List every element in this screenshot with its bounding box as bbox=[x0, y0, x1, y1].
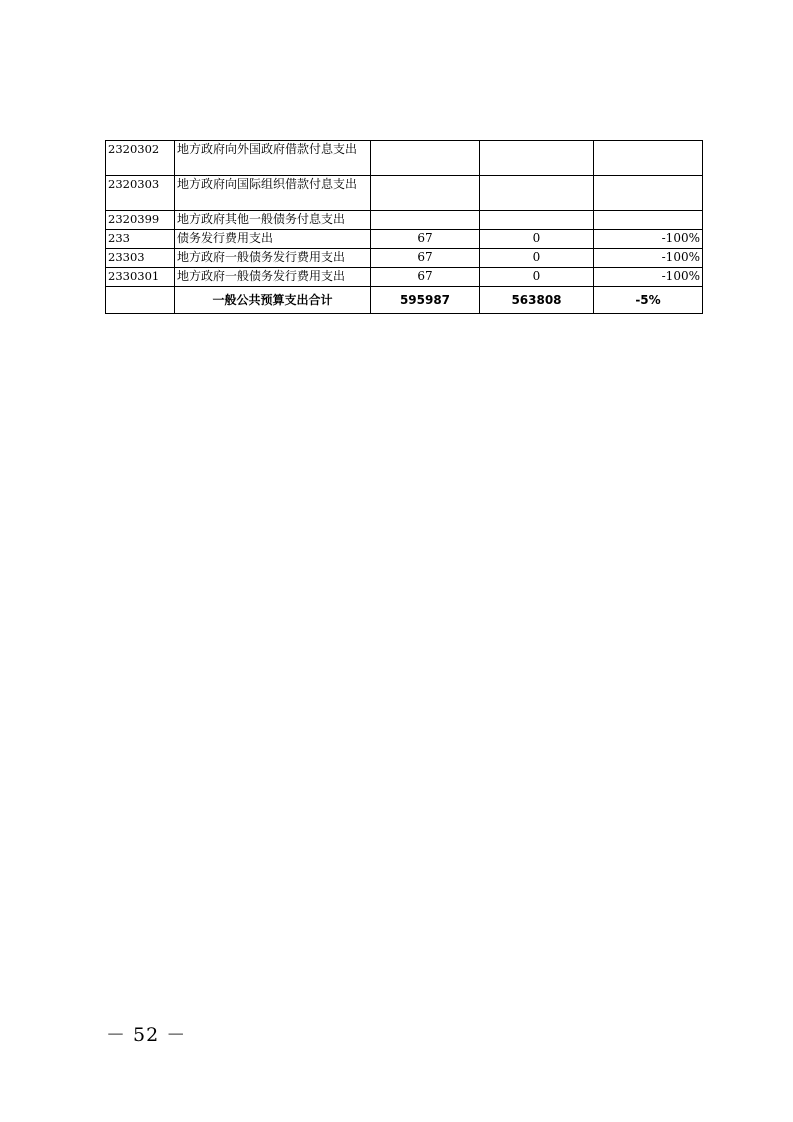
value-cell bbox=[371, 176, 480, 211]
value-cell: 0 bbox=[480, 268, 594, 287]
item-code: 23303 bbox=[106, 249, 175, 268]
value-cell: 0 bbox=[480, 230, 594, 249]
change-cell bbox=[594, 141, 703, 176]
value-cell bbox=[371, 211, 480, 230]
value-cell: 67 bbox=[371, 249, 480, 268]
item-code: 233 bbox=[106, 230, 175, 249]
table-row bbox=[106, 249, 703, 268]
value-cell: 67 bbox=[371, 230, 480, 249]
value-cell bbox=[480, 141, 594, 176]
item-name: 债务发行费用支出 bbox=[175, 230, 371, 249]
table-row bbox=[106, 268, 703, 287]
table-row bbox=[106, 141, 703, 176]
table-row bbox=[106, 230, 703, 249]
change-cell: -100% bbox=[594, 268, 703, 287]
value-cell: 67 bbox=[371, 268, 480, 287]
total-change-cell: -5% bbox=[594, 287, 703, 314]
value-cell bbox=[480, 211, 594, 230]
item-name: 地方政府其他一般债务付息支出 bbox=[175, 211, 371, 230]
item-name: 地方政府向国际组织借款付息支出 bbox=[175, 176, 371, 211]
page-number: － 52 － bbox=[106, 1024, 187, 1046]
item-name: 地方政府一般债务发行费用支出 bbox=[175, 249, 371, 268]
item-code: 2320303 bbox=[106, 176, 175, 211]
total-label: 一般公共预算支出合计 bbox=[175, 287, 371, 314]
change-cell: -100% bbox=[594, 230, 703, 249]
item-name: 地方政府向外国政府借款付息支出 bbox=[175, 141, 371, 176]
item-code: 2320302 bbox=[106, 141, 175, 176]
item-name: 地方政府一般债务发行费用支出 bbox=[175, 268, 371, 287]
value-cell: 0 bbox=[480, 249, 594, 268]
change-cell bbox=[594, 211, 703, 230]
total-row bbox=[106, 287, 703, 314]
value-cell bbox=[371, 141, 480, 176]
total-value-cell: 563808 bbox=[480, 287, 594, 314]
table-row bbox=[106, 176, 703, 211]
total-value-cell: 595987 bbox=[371, 287, 480, 314]
value-cell bbox=[480, 176, 594, 211]
total-code bbox=[106, 287, 175, 314]
change-cell: -100% bbox=[594, 249, 703, 268]
table-row bbox=[106, 211, 703, 230]
budget-table bbox=[105, 140, 703, 314]
change-cell bbox=[594, 176, 703, 211]
item-code: 2330301 bbox=[106, 268, 175, 287]
item-code: 2320399 bbox=[106, 211, 175, 230]
